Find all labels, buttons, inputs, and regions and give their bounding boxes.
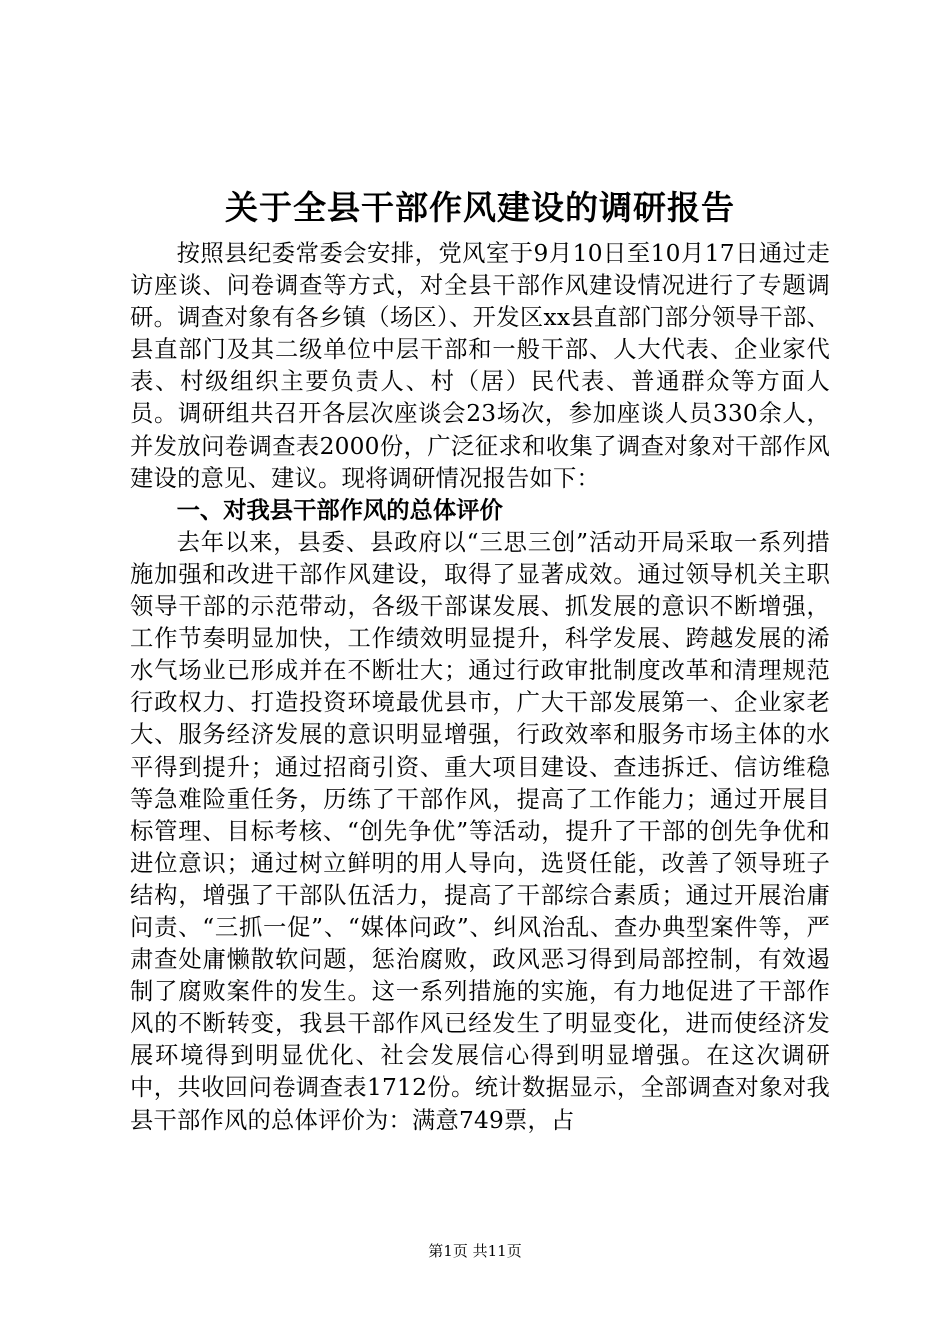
page-number-label: 第1页 共11页 [428,1242,522,1260]
document-title: 关于全县干部作风建设的调研报告 [225,188,735,227]
evaluation-paragraph: 去年以来，县委、县政府以“三思三创”活动开局采取一系列措施加强和改进干部作风建设，取得了显著成效。通过领导机关主职领导干部的示范带动，各级干部谋发展、抓发展的意识不断增强，工作节奏明显加快，工作绩效明显提升，科学发展、跨越发展的浠水气场业已形成并在不断壮大；通过行政审批制度改革和清理规范行政权力、打造投资环境最优县市，广大干部发展第一、企业家老大、服务经济发展的意识明显增强，行政效率和服务市场主体的水平得到提升；通过招商引资、重大项目建设、查违拆迁、信访维稳等急难险重任务，历练了干部作风，提高了工作能力；通过开展目标管理、目标考核、“创先争优”等活动，提升了干部的创先争优和进位意识；通过树立鲜明的用人导向，选贤任能，改善了领导班子结构，增强了干部队伍活力，提高了干部综合素质；通过开展治庸问责、“三抓一促”、“媒体问政”、纠风治乱、查办典型案件等，严肃查处庸懒散软问题，惩治腐败，政风恶习得到局部控制，有效遏制了腐败案件的发生。这一系列措施的实施，有力地促进了干部作风的不断转变，我县干部作风已经发生了明显变化，进而使经济发展环境得到明显优化、社会发展信心得到明显增强。在这次调研中，共收回问卷调查表1712份。统计数据显示，全部调查对象对我县干部作风的总体评价为：满意749票，占 [130,528,830,1134]
section-heading: 一、对我县干部作风的总体评价 [176,496,503,524]
page-footer [0,1241,950,1261]
document-body [130,238,830,1137]
intro-paragraph: 按照县纪委常委会安排，党风室于9月10日至10月17日通过走访座谈、问卷调查等方式，对全县干部作风建设情况进行了专题调研。调查对象有各乡镇（场区）、开发区xx县直部门部分领导干部、县直部门及其二级单位中层干部和一般干部、人大代表、企业家代表、村级组织主要负责人、村（居）民代表、普通群众等方面人员。调研组共召开各层次座谈会23场次，参加座谈人员330余人，并发放问卷调查表2000份，广泛征求和收集了调查对象对干部作风建设的意见、建议。现将调研情况报告如下： [130,240,830,492]
